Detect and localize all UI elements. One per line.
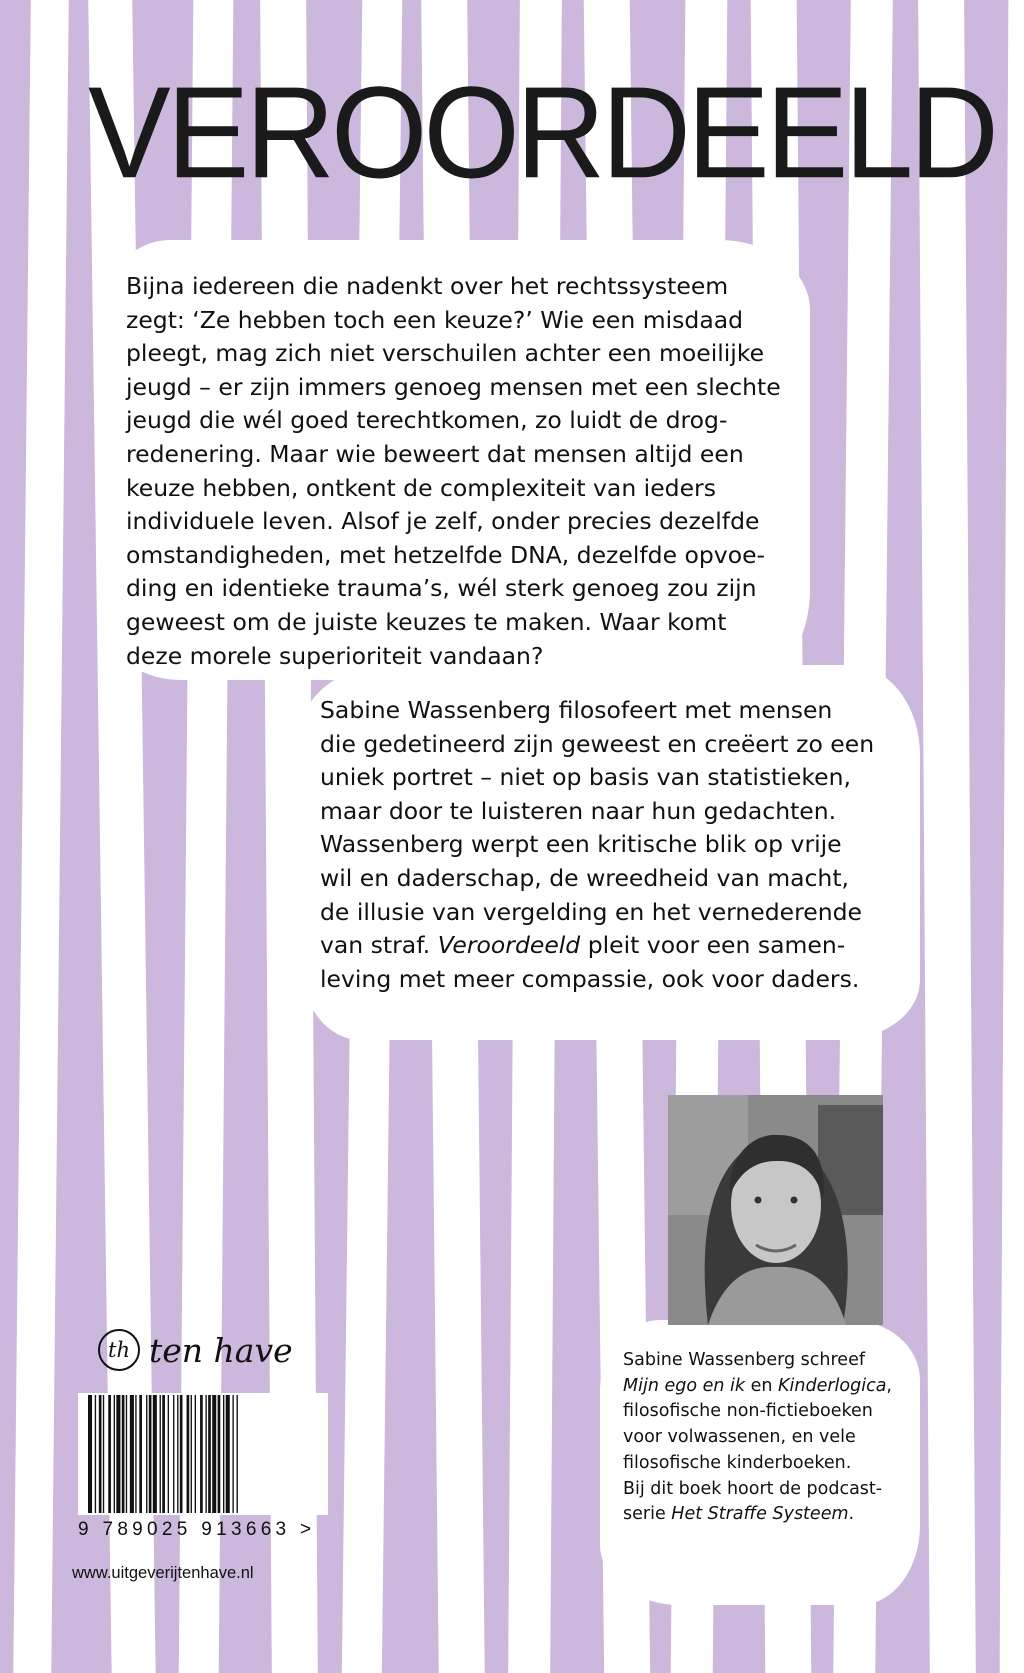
barcode-bar <box>88 1395 92 1513</box>
barcode-bar <box>139 1395 142 1513</box>
blurb-paragraph-1 <box>126 270 781 673</box>
stripe <box>918 0 976 1673</box>
bio-line: filosofische kinderboeken. <box>623 1452 852 1473</box>
barcode-bar <box>108 1395 111 1513</box>
author-photo-illustration <box>668 1095 883 1325</box>
book-title: VEROORDEELD <box>88 60 995 206</box>
isbn-number: 9 789025 913663 > <box>78 1519 316 1540</box>
book-title-italic: Veroordeeld <box>437 931 581 960</box>
barcode-bar <box>232 1395 233 1513</box>
publisher-website: www.uitgeverijtenhave.nl <box>72 1564 254 1582</box>
blurb-line: Wassenberg werpt een kritische blik op vrije <box>320 830 842 859</box>
book-title-italic: Kinderlogica <box>778 1375 887 1396</box>
bio-line <box>623 1502 892 1528</box>
barcode-bar <box>103 1395 104 1513</box>
barcode-bar <box>114 1395 115 1513</box>
blurb-line: geweest om de juiste keuzes te maken. Waar komt <box>126 607 727 636</box>
barcode-bar <box>223 1395 224 1513</box>
blurb-line: leving met meer compassie, ook voor daders. <box>320 964 860 993</box>
blurb-line: pleegt, mag zich niet verschuilen achter een moeilijke <box>126 339 765 368</box>
blurb-paragraph-2 <box>320 694 874 996</box>
barcode-bar <box>180 1395 183 1513</box>
blurb-text: pleit voor een samen- <box>580 931 846 960</box>
blurb-line: maar door te luisteren naar hun gedachten. <box>320 796 837 825</box>
barcode-bar <box>126 1395 127 1513</box>
barcode-bar <box>191 1395 192 1513</box>
barcode-bar <box>200 1395 203 1513</box>
barcode-bar <box>212 1395 216 1513</box>
blurb-line: jeugd – er zijn immers genoeg mensen met een slechte <box>126 372 781 401</box>
bio-line: voor volwassenen, en vele <box>623 1427 856 1448</box>
blurb-line <box>320 929 874 963</box>
barcode-bar <box>168 1395 169 1513</box>
barcode-bar <box>116 1395 120 1513</box>
barcode-bar <box>187 1395 190 1513</box>
book-title-italic: Mijn ego en ik <box>623 1375 746 1396</box>
bio-line <box>623 1374 892 1400</box>
bio-text: . <box>848 1504 855 1525</box>
stripe <box>999 0 1024 1673</box>
blurb-line: Bijna iedereen die nadenkt over het rechtssysteem <box>126 272 729 300</box>
barcode-bar <box>160 1395 161 1513</box>
barcode-bar <box>99 1395 102 1513</box>
blurb-line: keuze hebben, ontkent de complexiteit van ieders <box>126 473 716 502</box>
publisher-logo-mark: th <box>98 1329 140 1371</box>
barcode-background <box>78 1393 328 1515</box>
barcode-bar <box>177 1395 178 1513</box>
barcode-icon <box>78 1393 328 1515</box>
blurb-line: ding en identieke trauma’s, wél sterk genoeg zou zijn <box>126 574 757 603</box>
barcode-bar <box>122 1395 125 1513</box>
blurb-line: deze morele superioriteit vandaan? <box>126 641 544 670</box>
barcode-bar <box>146 1395 147 1513</box>
bio-line: Bij dit boek hoort de podcast- <box>623 1478 883 1499</box>
barcode-bar <box>95 1395 96 1513</box>
blurb-line: individuele leven. Alsof je zelf, onder precies dezelfde <box>126 507 760 536</box>
barcode-bar <box>226 1395 230 1513</box>
barcode-bar <box>237 1395 238 1513</box>
blurb-line: de illusie van vergelding en het vernederende <box>320 897 863 926</box>
bio-line: Sabine Wassenberg schreef <box>623 1350 865 1370</box>
isbn-barcode <box>78 1393 328 1548</box>
blurb-line: wil en daderschap, de wreedheid van macht, <box>320 863 850 892</box>
author-bio <box>623 1348 892 1528</box>
blurb-line: omstandigheden, met hetzelfde DNA, dezelfde opvoe- <box>126 540 766 569</box>
blurb-line: die gedetineerd zijn geweest en creëert zo een <box>320 729 875 758</box>
barcode-bar <box>173 1395 174 1513</box>
barcode-bar <box>195 1395 196 1513</box>
barcode-bar <box>135 1395 136 1513</box>
barcode-bar <box>208 1395 211 1513</box>
blurb-line: zegt: ‘Ze hebben toch een keuze?’ Wie een misdaad <box>126 305 744 334</box>
podcast-title-italic: Het Straffe Systeem <box>671 1504 849 1525</box>
barcode-bar <box>205 1395 206 1513</box>
bio-text: serie <box>623 1504 672 1525</box>
barcode-bar <box>153 1395 157 1513</box>
blurb-line: uniek portret – niet op basis van statistieken, <box>320 763 851 792</box>
barcode-bar <box>162 1395 165 1513</box>
stripe <box>13 0 69 1673</box>
bio-text: en <box>745 1375 779 1396</box>
publisher-logo <box>98 1320 293 1380</box>
blurb-line: Sabine Wassenberg filosofeert met mensen <box>320 696 833 724</box>
publisher-name: ten have <box>149 1330 293 1370</box>
blurb-line: redenering. Maar wie beweert dat mensen altijd een <box>126 439 744 468</box>
bio-line: filosofische non-fictieboeken <box>623 1401 873 1422</box>
barcode-bar <box>130 1395 134 1513</box>
barcode-bar <box>149 1395 152 1513</box>
blurb-text: van straf. <box>320 931 438 960</box>
blurb-line: jeugd die wél goed terechtkomen, zo luidt de drog- <box>126 406 728 435</box>
author-photo <box>668 1095 883 1325</box>
bio-text: , <box>886 1375 892 1396</box>
barcode-bar <box>218 1395 221 1513</box>
